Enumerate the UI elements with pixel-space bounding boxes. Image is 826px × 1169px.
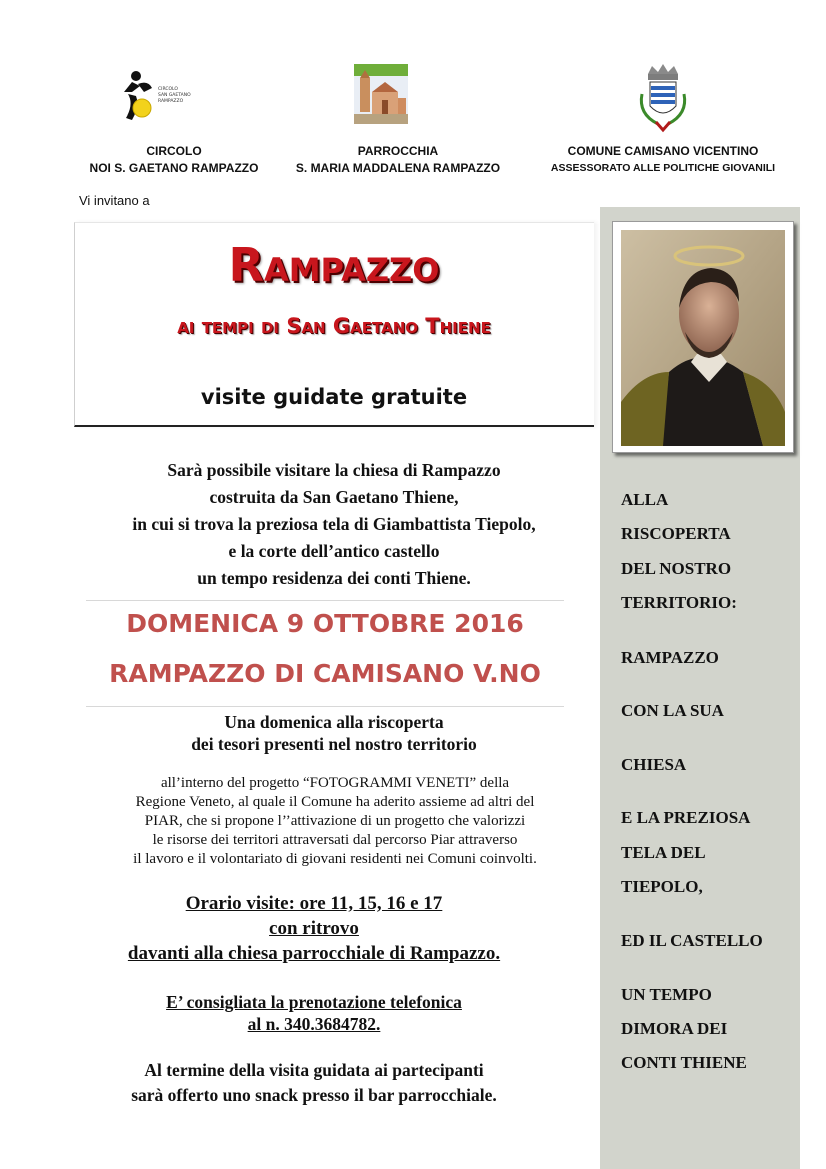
svg-text:CIRCOLO: CIRCOLO	[158, 87, 178, 92]
orario-paragraph	[74, 891, 554, 966]
domenica-paragraph	[74, 711, 594, 755]
sidebar-line: RISCOPERTA	[621, 524, 731, 543]
domenica-line: dei tesori presenti nel nostro territorio	[191, 734, 477, 754]
sidebar-line: ALLA	[621, 490, 669, 509]
org-comune-line2: ASSESSORATO ALLE POLITICHE GIOVANILI	[550, 162, 776, 174]
org-circolo-line1: CIRCOLO	[146, 144, 202, 158]
sidebar-line: ED IL CASTELLO	[621, 931, 763, 950]
date-banner-place: RAMPAZZO DI CAMISANO V.NO	[109, 659, 541, 688]
org-circolo	[60, 143, 288, 177]
org-comune	[528, 143, 798, 177]
intro-line: in cui si trova la preziosa tela di Giambattista Tiepolo,	[132, 514, 536, 534]
saint-portrait	[612, 221, 794, 453]
snack-line: sarà offerto uno snack presso il bar parrocchiale.	[131, 1085, 497, 1105]
sidebar-line: TIEPOLO,	[621, 877, 703, 896]
parrocchia-logo	[352, 62, 410, 126]
sidebar-line: TERRITORIO:	[621, 593, 737, 612]
progetto-line: il lavoro e il volontariato di giovani residenti nei Comuni coinvolti.	[133, 851, 537, 867]
org-parrocchia	[278, 143, 518, 177]
domenica-line: Una domenica alla riscoperta	[224, 712, 444, 732]
snack-paragraph	[74, 1058, 554, 1108]
sidebar-line: DIMORA DEI	[621, 1019, 728, 1038]
progetto-line: PIAR, che si propone l’’attivazione di un progetto che valorizzi	[144, 813, 526, 829]
sidebar-line: CONTI THIENE	[621, 1053, 747, 1072]
sidebar-line: DEL NOSTRO	[621, 559, 732, 578]
title-visite: visite guidate gratuite	[200, 385, 468, 409]
sidebar-line: E LA PREZIOSA	[621, 808, 751, 827]
sidebar-line: CHIESA	[621, 755, 687, 774]
circolo-logo	[118, 68, 196, 126]
org-parrocchia-line2: S. MARIA MADDALENA RAMPAZZO	[295, 161, 501, 175]
date-banner-date: DOMENICA 9 OTTOBRE 2016	[126, 609, 524, 638]
title-main: Rampazzo	[228, 238, 440, 292]
prenotazione-paragraph	[74, 991, 554, 1035]
progetto-line: all’interno del progetto “FOTOGRAMMI VENETI” della	[160, 775, 510, 791]
invite-text: Vi invitano a	[79, 193, 150, 208]
org-circolo-line2: NOI S. GAETANO RAMPAZZO	[89, 161, 259, 175]
orario-line: con ritrovo	[269, 918, 359, 939]
intro-line: Sarà possibile visitare la chiesa di Rampazzo	[167, 460, 501, 480]
orario-line: Orario visite: ore 11, 15, 16 e 17	[185, 893, 443, 914]
comune-coat-of-arms	[634, 64, 692, 134]
title-sub: ai tempi di San Gaetano Thiene	[177, 314, 491, 338]
sidebar-line: UN TEMPO	[621, 985, 712, 1004]
orario-line: davanti alla chiesa parrocchiale di Rampazzo.	[127, 943, 501, 964]
org-comune-line1: COMUNE CAMISANO VICENTINO	[567, 144, 759, 158]
sidebar-line: RAMPAZZO	[621, 648, 719, 667]
date-banner	[86, 600, 564, 707]
svg-text:SAN GAETANO: SAN GAETANO	[158, 93, 191, 98]
org-parrocchia-line1: PARROCCHIA	[357, 144, 439, 158]
sidebar-line: TELA DEL	[621, 843, 706, 862]
prenotazione-line: E’ consigliata la prenotazione telefonica	[166, 992, 462, 1012]
intro-paragraph	[74, 457, 594, 592]
progetto-line: le risorse dei territori attraversati dal percorso Piar attraverso	[152, 832, 518, 848]
progetto-paragraph	[60, 774, 610, 869]
prenotazione-phone: al n. 340.3684782.	[247, 1014, 381, 1034]
progetto-line: Regione Veneto, al quale il Comune ha aderito assieme ad altri del	[135, 794, 535, 810]
intro-line: un tempo residenza dei conti Thiene.	[197, 568, 471, 588]
svg-text:RAMPAZZO: RAMPAZZO	[158, 99, 184, 104]
sidebar-line: CON LA SUA	[621, 701, 724, 720]
intro-line: costruita da San Gaetano Thiene,	[209, 487, 459, 507]
intro-line: e la corte dell’antico castello	[228, 541, 440, 561]
snack-line: Al termine della visita guidata ai partecipanti	[144, 1060, 484, 1080]
